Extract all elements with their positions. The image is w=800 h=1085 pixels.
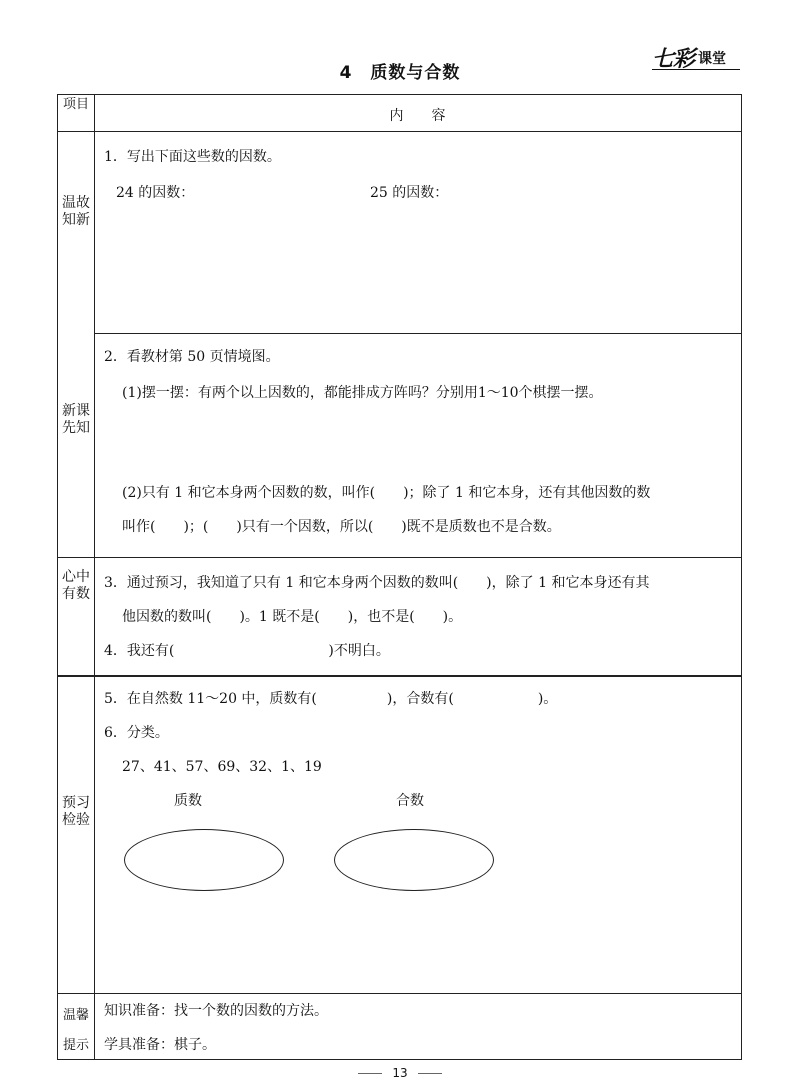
question-6: 6．分类。 <box>104 725 169 741</box>
header-content-label: 内 容 <box>389 108 446 124</box>
brand-logo <box>652 42 742 70</box>
question-3-line-1: 3．通过预习，我知道了只有 1 和它本身两个因数的数叫( )，除了 1 和它本身还有其 <box>104 575 650 591</box>
row-divider <box>58 993 741 994</box>
question-4: 4．我还有( )不明白。 <box>104 643 390 659</box>
column-divider <box>94 95 95 1059</box>
prime-oval <box>124 829 284 891</box>
composite-label: 合数 <box>396 793 424 809</box>
question-2-part-2-line-2: 叫作( )；( )只有一个因数，所以( )既不是质数也不是合数。 <box>122 519 561 535</box>
row-divider <box>58 557 741 558</box>
row-divider <box>58 131 741 132</box>
question-1: 1．写出下面这些数的因数。 <box>104 149 281 165</box>
tip-materials: 学具准备：棋子。 <box>104 1037 216 1053</box>
question-3-line-2: 他因数的数叫( )。1 既不是( )，也不是( )。 <box>122 609 463 625</box>
question-1-factors-24: 24 的因数： <box>116 185 195 201</box>
brand-logo-script: 七彩 <box>652 46 695 72</box>
row-divider <box>58 675 741 677</box>
page-number-text: 13 <box>392 1066 408 1080</box>
worksheet-table <box>57 94 742 1060</box>
row-divider <box>94 333 741 334</box>
header-item-label <box>58 98 94 111</box>
section-label-tips: 温馨提示 <box>62 1008 89 1053</box>
prime-label: 质数 <box>174 793 202 809</box>
page-title: 4 质数与合数 <box>339 63 461 83</box>
brand-underline <box>652 69 740 70</box>
section-label-preview: 新课先知 <box>62 403 90 436</box>
tip-knowledge: 知识准备：找一个数的因数的方法。 <box>104 1003 328 1019</box>
brand-logo-word: 课堂 <box>698 51 726 67</box>
footer-dash <box>358 1073 382 1074</box>
section-label-check: 预习检验 <box>62 795 90 828</box>
question-2-part-1: (1)摆一摆：有两个以上因数的，都能排成方阵吗？分别用1～10个棋摆一摆。 <box>122 385 603 401</box>
composite-oval <box>334 829 494 891</box>
header-item-text: 项目 <box>62 97 89 112</box>
page-number <box>0 1066 800 1080</box>
question-6-numbers: 27、41、57、69、32、1、19 <box>122 759 322 775</box>
question-1-factors-25: 25 的因数： <box>370 185 449 201</box>
footer-dash <box>418 1073 442 1074</box>
question-5: 5．在自然数 11～20 中，质数有( )，合数有( )。 <box>104 691 558 707</box>
section-label-review: 温故知新 <box>62 195 90 228</box>
question-2-part-2-line-1: (2)只有 1 和它本身两个因数的数，叫作( )；除了 1 和它本身，还有其他因数的数 <box>122 485 651 501</box>
question-2: 2．看教材第 50 页情境图。 <box>104 349 280 365</box>
section-label-understanding: 心中有数 <box>62 569 90 602</box>
